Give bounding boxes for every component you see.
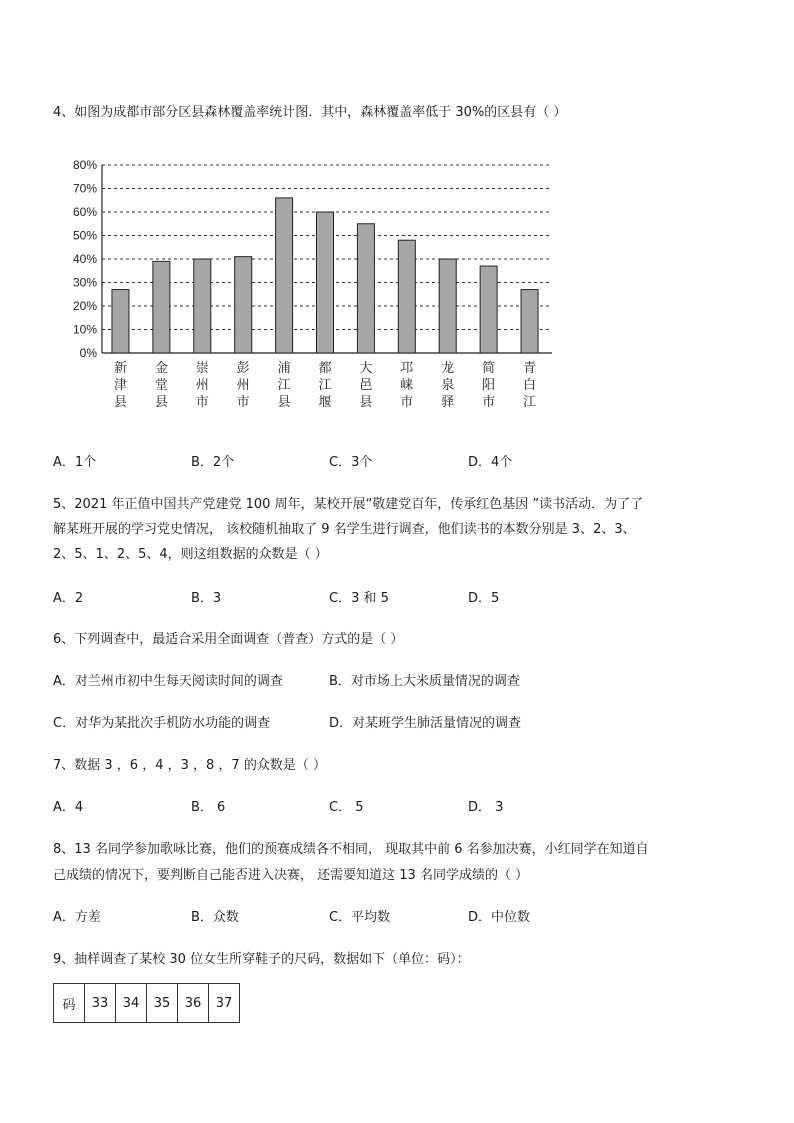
y-tick-label: 70% bbox=[72, 181, 97, 196]
q6-option-b: B．对市场上大米质量情况的调查 bbox=[329, 674, 520, 689]
x-category-label: 邛崃市 bbox=[400, 361, 414, 410]
shoe-size-table bbox=[53, 983, 240, 1023]
q7-options bbox=[53, 796, 753, 816]
q4-options bbox=[53, 451, 753, 471]
bar bbox=[521, 290, 538, 353]
y-tick-label: 40% bbox=[72, 252, 97, 266]
y-tick-label: 20% bbox=[72, 299, 97, 313]
bar bbox=[194, 259, 211, 353]
q6-options-row-1 bbox=[53, 670, 753, 690]
q6-option-d: D．对某班学生肺活量情况的调查 bbox=[329, 716, 522, 731]
q7-option-a: A．4 bbox=[53, 800, 84, 815]
x-category-label: 龙泉驿 bbox=[441, 361, 455, 410]
y-tick-label: 30% bbox=[72, 275, 97, 290]
x-category-label: 浦江县 bbox=[277, 361, 291, 410]
table-row bbox=[54, 984, 240, 1023]
bar bbox=[235, 257, 252, 353]
q4-option-c: C．3个 bbox=[329, 455, 373, 470]
q8-options bbox=[53, 906, 753, 926]
x-category-label: 青白江 bbox=[523, 361, 537, 410]
q8-option-b: B．众数 bbox=[191, 910, 239, 925]
bar bbox=[153, 261, 170, 353]
y-tick-label: 0% bbox=[79, 346, 97, 360]
q9-stem: 9、抽样调查了某校 30 位女生所穿鞋子的尺码，数据如下（单位：码）： bbox=[53, 952, 470, 967]
q8-option-d: D．中位数 bbox=[468, 910, 531, 925]
bar bbox=[480, 266, 497, 353]
bar bbox=[357, 224, 374, 353]
q5-option-c: C．3 和 5 bbox=[329, 591, 389, 606]
q5-line-3: 2、5、1、2、5、4，则这组数据的众数是（ ） bbox=[53, 547, 328, 562]
q5-options bbox=[53, 587, 753, 607]
q7-stem: 7、数据 3 ，6 ，4 ，3 ，8 ，7 的众数是（ ） bbox=[53, 758, 326, 773]
x-category-label: 崇州市 bbox=[195, 361, 209, 410]
q7-option-d: D． 3 bbox=[468, 800, 504, 815]
forest-coverage-bar-chart bbox=[60, 150, 560, 420]
q4-stem: 4、如图为成都市部分区县森林覆盖率统计图．其中，森林覆盖率低于 30%的区县有（ ） bbox=[53, 105, 567, 120]
q6-options-row-2 bbox=[53, 712, 753, 732]
x-category-label: 简阳市 bbox=[482, 361, 496, 410]
q4-option-b: B．2个 bbox=[191, 455, 235, 470]
x-category-label: 新津县 bbox=[113, 361, 127, 410]
q6-option-a: A．对兰州市初中生每天阅读时间的调查 bbox=[53, 674, 283, 689]
y-tick-label: 60% bbox=[72, 205, 97, 219]
x-category-label: 都江堰 bbox=[318, 361, 332, 410]
table-cell: 36 bbox=[178, 984, 209, 1023]
q8-line-2: 己成绩的情况下，要判断自己能否进入决赛， 还需要知道这 13 名同学成绩的（ ） bbox=[53, 868, 529, 883]
x-category-label: 彭州市 bbox=[236, 361, 250, 410]
q8-option-a: A．方差 bbox=[53, 910, 101, 925]
q5-line-1: 5、2021 年正值中国共产党建党 100 周年，某校开展“敬建党百年，传承红色基因 ”读书活动．为了了 bbox=[53, 497, 644, 512]
q5-option-a: A．2 bbox=[53, 591, 84, 606]
q8-option-c: C．平均数 bbox=[329, 910, 391, 925]
bar bbox=[398, 240, 415, 353]
bar bbox=[276, 198, 293, 353]
table-header-cell: 码 bbox=[54, 984, 85, 1023]
y-tick-label: 10% bbox=[72, 322, 97, 337]
table-cell: 37 bbox=[209, 984, 240, 1023]
x-category-label: 大邑县 bbox=[359, 361, 373, 410]
bar bbox=[439, 259, 456, 353]
table-cell: 33 bbox=[85, 984, 116, 1023]
q4-option-d: D．4个 bbox=[468, 455, 513, 470]
bar bbox=[317, 212, 334, 353]
q4-option-a: A．1个 bbox=[53, 455, 97, 470]
q6-option-c: C．对华为某批次手机防水功能的调查 bbox=[53, 716, 271, 731]
table-cell: 34 bbox=[116, 984, 147, 1023]
q5-option-b: B．3 bbox=[191, 591, 222, 606]
q7-option-b: B． 6 bbox=[191, 800, 226, 815]
q7-option-c: C． 5 bbox=[329, 800, 364, 815]
y-tick-label: 50% bbox=[72, 228, 97, 243]
q6-stem: 6、下列调查中，最适合采用全面调查（普查）方式的是（ ） bbox=[53, 632, 404, 647]
table-cell: 35 bbox=[147, 984, 178, 1023]
y-tick-label: 80% bbox=[72, 158, 97, 172]
q5-option-d: D．5 bbox=[468, 591, 500, 606]
q5-line-2: 解某班开展的学习党史情况， 该校随机抽取了 9 名学生进行调查，他们读书的本数分别是 3、2、3、 bbox=[53, 522, 636, 537]
bar bbox=[112, 290, 129, 353]
q8-line-1: 8、13 名同学参加歌咏比赛，他们的预赛成绩各不相同， 现取其中前 6 名参加决赛，小红同学在知道自 bbox=[53, 842, 649, 857]
x-category-label: 金堂县 bbox=[154, 361, 168, 410]
